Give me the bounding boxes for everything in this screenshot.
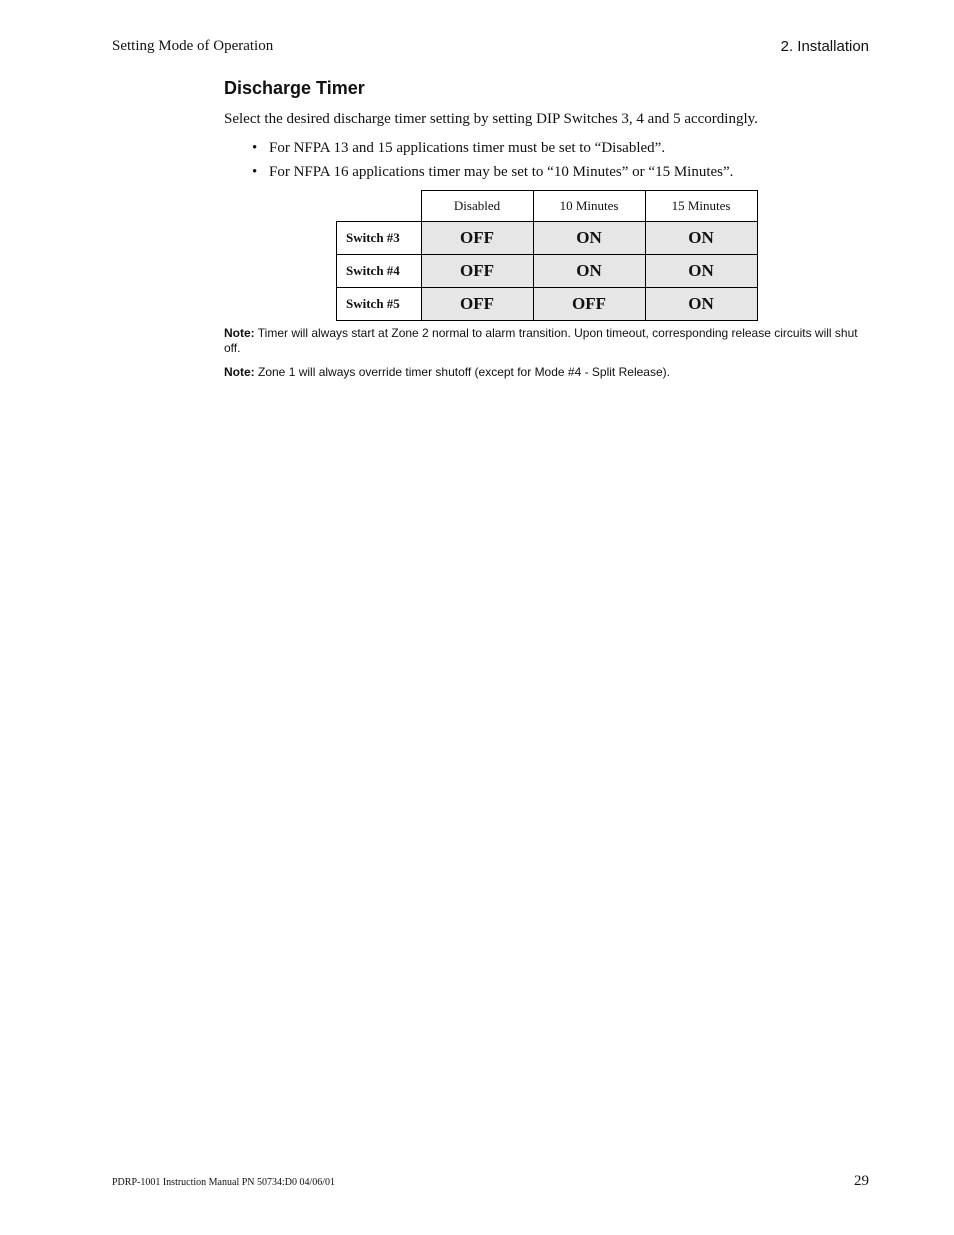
column-header: Disabled	[421, 191, 533, 222]
note-text: Timer will always start at Zone 2 normal to alarm transition. Upon timeout, corresponding release circuits will shut off.	[224, 326, 858, 355]
section-title: Discharge Timer	[224, 78, 365, 98]
row-label: Switch #5	[337, 288, 422, 321]
bullet-icon: •	[252, 164, 258, 180]
bullet-text: For NFPA 16 applications timer may be set to “10 Minutes” or “15 Minutes”.	[269, 164, 734, 180]
row-label: Switch #3	[337, 222, 422, 255]
table-corner-cell	[337, 191, 422, 222]
intro-paragraph: Select the desired discharge timer setting by setting DIP Switches 3, 4 and 5 accordingly.	[224, 111, 758, 127]
table-cell: ON	[645, 288, 757, 321]
table-row	[337, 288, 758, 321]
row-label: Switch #4	[337, 255, 422, 288]
note-label: Note:	[224, 365, 255, 379]
table-cell: OFF	[421, 255, 533, 288]
bullet-icon: •	[252, 140, 258, 156]
table-cell: OFF	[421, 288, 533, 321]
bullet-list	[224, 139, 733, 187]
note-text: Zone 1 will always override timer shutoff (except for Mode #4 - Split Release).	[254, 365, 670, 379]
table-cell: OFF	[533, 288, 645, 321]
table-cell: OFF	[421, 222, 533, 255]
table-cell: ON	[533, 255, 645, 288]
table-cell: ON	[533, 222, 645, 255]
note-timer-start	[224, 326, 864, 356]
table-header-row	[337, 191, 758, 222]
note-zone-override	[224, 365, 864, 380]
bullet-item	[224, 163, 733, 187]
dip-switch-table	[336, 190, 758, 321]
running-footer: PDRP-1001 Instruction Manual PN 50734:D0 04/06/01	[112, 1177, 336, 1188]
table-cell: ON	[645, 222, 757, 255]
running-header-left: Setting Mode of Operation	[112, 38, 274, 54]
page-number: 29	[854, 1173, 869, 1189]
column-header: 15 Minutes	[645, 191, 757, 222]
table-row	[337, 255, 758, 288]
table-cell: ON	[645, 255, 757, 288]
running-header-right: 2. Installation	[780, 38, 869, 55]
column-header: 10 Minutes	[533, 191, 645, 222]
bullet-text: For NFPA 13 and 15 applications timer must be set to “Disabled”.	[269, 140, 666, 156]
table-row	[337, 222, 758, 255]
bullet-item	[224, 139, 733, 163]
note-label: Note:	[224, 326, 255, 340]
